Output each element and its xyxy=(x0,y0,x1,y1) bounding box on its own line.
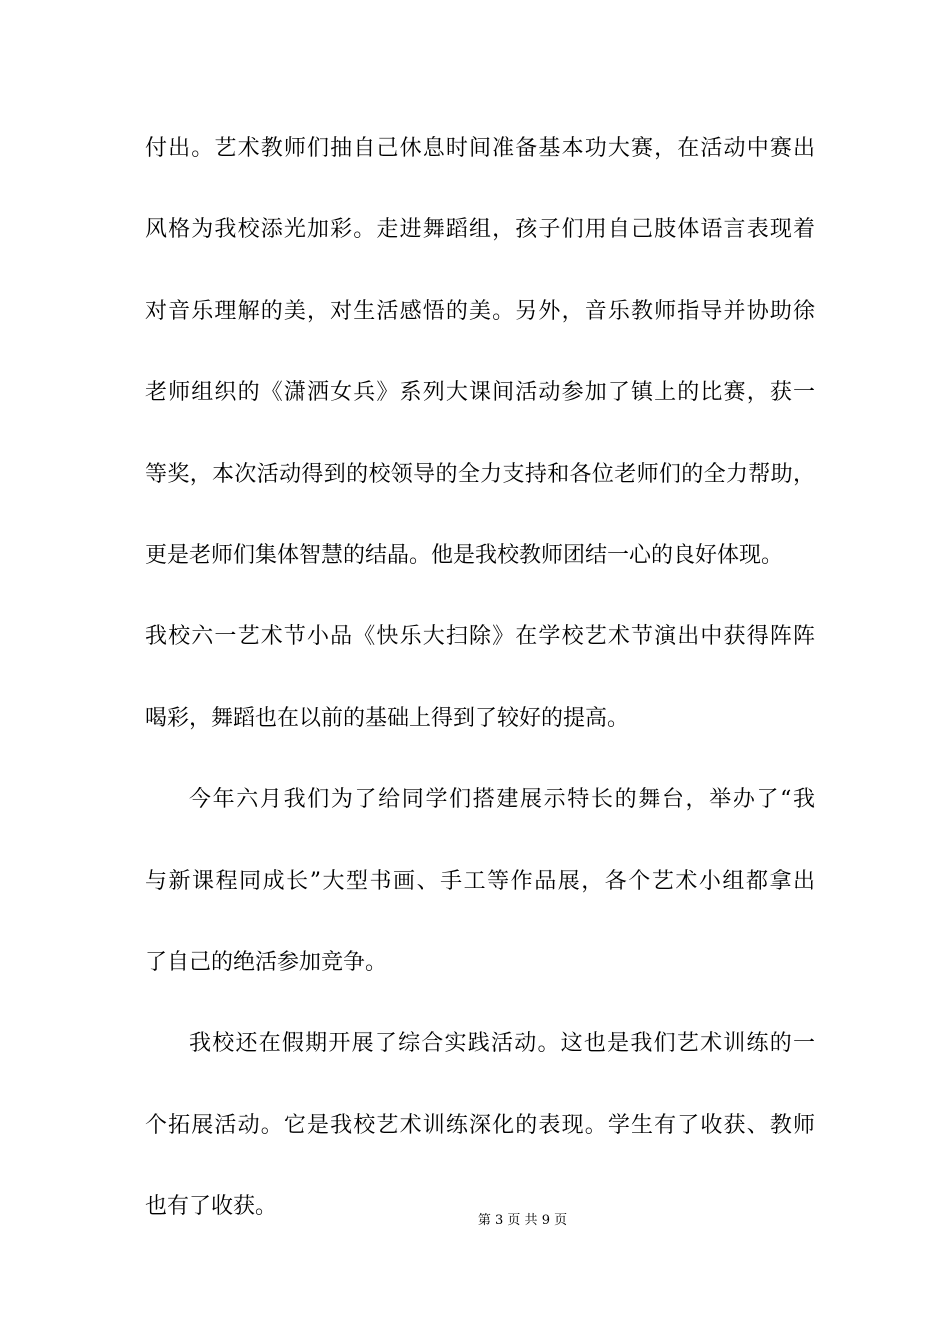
text-line-10: 与新课程同成长”大型书画、手工等作品展，各个艺术小组都拿出 xyxy=(145,868,815,894)
text-line-6: 更是老师们集体智慧的结晶。他是我校教师团结一心的良好体现。 xyxy=(145,542,784,568)
page-number: 第 3 页 共 9 页 xyxy=(477,1213,568,1228)
text-line-8: 喝彩，舞蹈也在以前的基础上得到了较好的提高。 xyxy=(145,705,630,731)
body-text xyxy=(145,131,815,1270)
text-line-13: 个拓展活动。它是我校艺术训练深化的表现。学生有了收获、教师 xyxy=(145,1112,815,1138)
text-line-5: 等奖，本次活动得到的校领导的全力支持和各位老师们的全力帮助， xyxy=(145,461,815,487)
text-line-7: 我校六一艺术节小品《快乐大扫除》在学校艺术节演出中获得阵阵 xyxy=(145,624,815,650)
text-line-9: 今年六月我们为了给同学们搭建展示特长的舞台，举办了“我 xyxy=(189,787,815,813)
text-line-11: 了自己的绝活参加竞争。 xyxy=(145,949,388,975)
text-line-4: 老师组织的《潇洒女兵》系列大课间活动参加了镇上的比赛，获一 xyxy=(145,380,815,406)
text-line-12: 我校还在假期开展了综合实践活动。这也是我们艺术训练的一 xyxy=(189,1031,815,1057)
page-footer xyxy=(0,1209,950,1228)
text-line-14: 也有了收获。 xyxy=(145,1194,278,1220)
text-line-1: 付出。艺术教师们抽自己休息时间准备基本功大赛，在活动中赛出 xyxy=(145,136,815,161)
text-line-3: 对音乐理解的美，对生活感悟的美。另外，音乐教师指导并协助徐 xyxy=(145,298,815,324)
text-line-2: 风格为我校添光加彩。走进舞蹈组，孩子们用自己肢体语言表现着 xyxy=(145,217,815,243)
